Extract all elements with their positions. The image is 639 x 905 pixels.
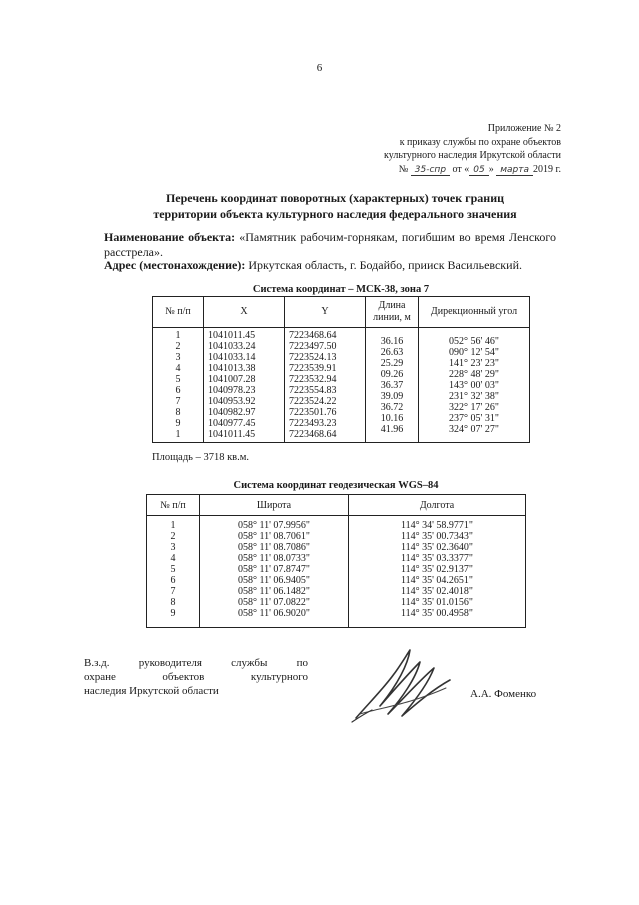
msk-length-cell: 39.09 [380,391,404,402]
wgs-longitude-cell: 114° 35' 04.2651" [349,575,526,586]
signatory-word: В.з.д. [84,657,110,669]
wgs-header-num: № п/п [147,495,200,516]
wgs-latitude-cell: 058° 11' 06.9020" [200,608,349,628]
msk-angle-cell: 090° 12' 54" [449,347,499,358]
wgs-longitude-cell: 114° 35' 00.7343" [349,531,526,542]
wgs-latitude-cell: 058° 11' 07.0822" [200,597,349,608]
signatory-word: объектов [162,671,205,683]
table-row [147,516,526,532]
msk-num-cell: 2 [175,341,181,352]
msk-angle-cell: 322° 17' 26" [449,402,499,413]
msk-body-row [153,328,530,443]
msk-header-y: Y [285,297,366,328]
msk-x-cell: 1041011.45 [208,330,256,341]
wgs-longitude-cell: 114° 35' 02.9137" [349,564,526,575]
msk-x-cell: 1040977.45 [208,418,256,429]
wgs-coordinates-table [146,494,526,628]
wgs-num-cell: 5 [147,564,200,575]
document-title [90,190,580,222]
signatory-word: по [296,657,308,669]
table-row [147,586,526,597]
msk-num-cell: 8 [175,407,181,418]
msk-y-cell: 7223539.91 [289,363,337,374]
handwritten-date-day: 05 [469,165,488,176]
msk-length-cell: 36.37 [380,380,404,391]
table-row [147,575,526,586]
table-row [147,531,526,542]
appendix-order-line: к приказу службы по охране объектов [399,136,561,148]
msk-angle-cell: 324° 07' 27" [449,424,499,435]
wgs-header-latitude: Широта [200,495,349,516]
msk-y-cell: 7223493.23 [289,418,337,429]
msk-length-cell: 36.16 [380,336,404,347]
msk-num-cell: 1 [175,429,181,440]
msk-angle-cell: 237° 05' 31" [449,413,499,424]
wgs-caption: Система координат геодезическая WGS–84 [233,480,439,491]
msk-header-row [153,297,530,328]
msk-angle-cell: 052° 56' 46" [449,336,499,347]
number-prefix: № [398,163,409,175]
signatory-line-3: наследия Иркутской области [84,685,219,697]
signatory-position [84,656,308,698]
msk-length-cell: 09.26 [380,369,404,380]
msk-y-cell: 7223468.64 [289,429,337,440]
msk-angle-cell: 141° 23' 23" [449,358,499,369]
msk-num-cell: 9 [175,418,181,429]
wgs-longitude-cell: 114° 35' 03.3377" [349,553,526,564]
wgs-latitude-cell: 058° 11' 08.0733" [200,553,349,564]
msk-length-cell: 10.16 [380,413,404,424]
wgs-header-longitude: Долгота [349,495,526,516]
msk-x-cell: 1041011.45 [208,429,256,440]
msk-angle-cell: 143° 00' 03" [449,380,499,391]
msk-x-cell: 1041007.28 [208,374,256,385]
signatory-word: культурного [250,671,308,683]
date-year: 2019 г. [533,163,561,175]
wgs-latitude-cell: 058° 11' 06.9405" [200,575,349,586]
wgs-num-cell: 9 [147,608,200,628]
msk-col-x [204,328,285,443]
object-name-label: Наименование объекта: [104,230,236,244]
msk-coordinates-table [152,296,530,443]
wgs-longitude-cell: 114° 34' 58.9771" [349,516,526,532]
wgs-latitude-cell: 058° 11' 06.1482" [200,586,349,597]
msk-length-cell: 26.63 [380,347,404,358]
msk-y-cell: 7223554.83 [289,385,337,396]
wgs-latitude-cell: 058° 11' 08.7086" [200,542,349,553]
msk-x-cell: 1040982.97 [208,407,256,418]
msk-angle-cell: 231° 32' 38" [449,391,499,402]
wgs-latitude-cell: 058° 11' 08.7061" [200,531,349,542]
wgs-longitude-cell: 114° 35' 02.4018" [349,586,526,597]
wgs-num-cell: 4 [147,553,200,564]
handwritten-signature [350,644,460,724]
appendix-region-line: культурного наследия Иркутской области [384,150,561,161]
wgs-num-cell: 8 [147,597,200,608]
wgs-longitude-cell: 114° 35' 02.3640" [349,542,526,553]
signatory-line-1 [84,656,308,670]
msk-header-num: № п/п [153,297,204,328]
handwritten-date-month: марта [496,165,533,176]
msk-header-angle: Дирекционный угол [419,297,530,328]
wgs-num-cell: 2 [147,531,200,542]
address-value: Иркутская область, г. Бодайбо, прииск Васильевский. [245,258,522,272]
wgs-longitude-cell: 114° 35' 01.0156" [349,597,526,608]
object-name-value: «Памятник рабочим-горнякам, погибшим во время Ленского расстрела». [104,230,556,259]
appendix-title: Приложение № 2 [487,123,561,134]
address-label: Адрес (местонахождение): [104,258,246,272]
msk-y-cell: 7223468.64 [289,330,337,341]
msk-x-cell: 1041033.14 [208,352,256,363]
msk-y-cell: 7223524.13 [289,352,337,363]
msk-num-cell: 4 [175,363,181,374]
msk-num-cell: 1 [175,330,181,341]
msk-y-cell: 7223532.94 [289,374,337,385]
msk-length-cell: 36.72 [380,402,404,413]
msk-angle-cell: 228° 48' 29" [449,369,499,380]
msk-y-cell: 7223524.22 [289,396,337,407]
title-line-1: Перечень координат поворотных (характерных) точек границ [165,191,505,205]
handwritten-order-number: 35-спр [411,165,450,176]
msk-col-angle [419,328,530,443]
msk-col-y [285,328,366,443]
address-paragraph [104,258,556,273]
wgs-header-row [147,495,526,516]
msk-x-cell: 1040953.92 [208,396,256,407]
page-number: 6 [316,62,323,74]
signatory-word: охране [84,671,116,683]
signatory-word: руководителя [138,657,202,669]
msk-length-cell: 41.96 [380,424,404,435]
msk-caption: Система координат – МСК-38, зона 7 [252,284,430,295]
msk-num-cell: 6 [175,385,181,396]
wgs-num-cell: 6 [147,575,200,586]
date-prefix: от « [452,163,470,175]
appendix-header [384,122,561,177]
msk-col-length [366,328,419,443]
wgs-num-cell: 7 [147,586,200,597]
wgs-latitude-cell: 058° 11' 07.8747" [200,564,349,575]
msk-header-length: Длина линии, м [366,297,419,328]
signatory-name: А.А. Фоменко [470,688,537,700]
appendix-number-line [384,163,561,178]
msk-length-cell: 25.29 [380,358,404,369]
msk-y-cell: 7223501.76 [289,407,337,418]
msk-col-num [153,328,204,443]
table-row [147,553,526,564]
signatory-line-2 [84,670,308,684]
wgs-num-cell: 3 [147,542,200,553]
table-row [147,597,526,608]
msk-x-cell: 1041013.38 [208,363,256,374]
msk-x-cell: 1040978.23 [208,385,256,396]
msk-num-cell: 7 [175,396,181,407]
object-name-paragraph [104,230,556,260]
table-row [147,542,526,553]
date-mid: » [488,163,494,175]
table-row [147,608,526,628]
msk-num-cell: 5 [175,374,181,385]
msk-num-cell: 3 [175,352,181,363]
msk-header-x: X [204,297,285,328]
wgs-longitude-cell: 114° 35' 00.4958" [349,608,526,628]
msk-y-cell: 7223497.50 [289,341,337,352]
wgs-num-cell: 1 [147,516,200,532]
title-line-2: территории объекта культурного наследия федерального значения [153,207,517,221]
area-value: Площадь – 3718 кв.м. [152,452,250,463]
table-row [147,564,526,575]
signatory-word: службы [231,657,268,669]
msk-x-cell: 1041033.24 [208,341,256,352]
wgs-latitude-cell: 058° 11' 07.9956" [200,516,349,532]
